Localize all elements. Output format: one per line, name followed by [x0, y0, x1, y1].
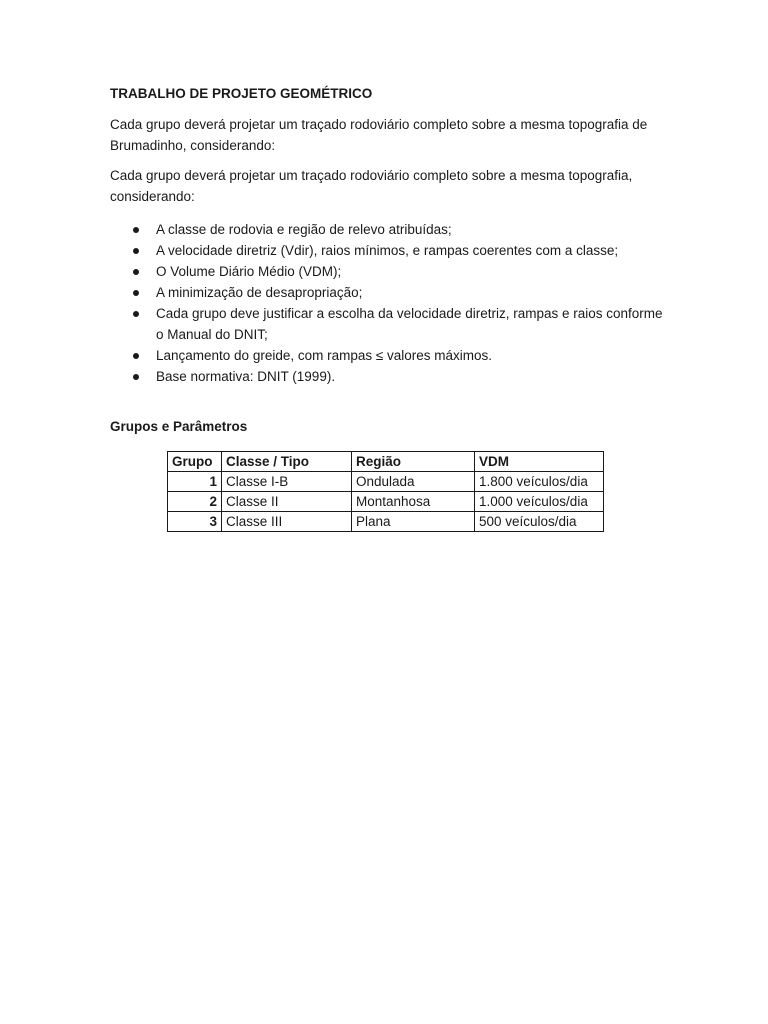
column-header-vdm: VDM	[475, 451, 604, 471]
cell-regiao: Ondulada	[352, 471, 475, 491]
bullet-icon	[133, 374, 139, 380]
list-item	[110, 282, 670, 303]
column-header-classe: Classe / Tipo	[222, 451, 352, 471]
list-item	[110, 219, 670, 240]
table-header-row	[168, 451, 604, 471]
document-page	[110, 84, 670, 532]
list-item	[110, 303, 670, 345]
bullet-icon	[133, 353, 139, 359]
column-header-grupo: Grupo	[168, 451, 222, 471]
cell-grupo: 1	[168, 471, 222, 491]
paragraph: Cada grupo deverá projetar um traçado rodoviário completo sobre a mesma topografia de Brumadinho, considerando:	[110, 117, 648, 153]
bullet-icon	[133, 227, 139, 233]
table-row	[168, 511, 604, 531]
bullet-icon	[133, 248, 139, 254]
cell-grupo: 2	[168, 491, 222, 511]
cell-grupo: 3	[168, 511, 222, 531]
cell-vdm: 1.000 veículos/dia	[475, 491, 604, 511]
cell-vdm: 500 veículos/dia	[475, 511, 604, 531]
table-row	[168, 491, 604, 511]
groups-table	[167, 451, 604, 532]
bullet-icon	[133, 269, 139, 275]
bullet-icon	[133, 290, 139, 296]
cell-classe: Classe II	[222, 491, 352, 511]
requirements-list	[110, 219, 670, 387]
cell-classe: Classe III	[222, 511, 352, 531]
list-item-text: Cada grupo deve justificar a escolha da velocidade diretriz, rampas e raios conforme o Manual do DNIT;	[156, 306, 663, 342]
bullet-icon	[133, 311, 139, 317]
list-item-text: A classe de rodovia e região de relevo atribuídas;	[156, 222, 452, 237]
list-item-text: A minimização de desapropriação;	[156, 285, 363, 300]
list-item	[110, 345, 670, 366]
list-item-text: A velocidade diretriz (Vdir), raios mínimos, e rampas coerentes com a classe;	[156, 243, 619, 258]
cell-classe: Classe I-B	[222, 471, 352, 491]
list-item-text: O Volume Diário Médio (VDM);	[156, 264, 342, 279]
list-item	[110, 366, 670, 387]
document-title: TRABALHO DE PROJETO GEOMÉTRICO	[110, 86, 373, 101]
list-item-text: Base normativa: DNIT (1999).	[156, 369, 336, 384]
section-title: Grupos e Parâmetros	[110, 419, 248, 434]
paragraph: Cada grupo deverá projetar um traçado rodoviário completo sobre a mesma topografia, considerando:	[110, 168, 633, 204]
cell-regiao: Montanhosa	[352, 491, 475, 511]
table-row	[168, 471, 604, 491]
cell-vdm: 1.800 veículos/dia	[475, 471, 604, 491]
column-header-regiao: Região	[352, 451, 475, 471]
cell-regiao: Plana	[352, 511, 475, 531]
list-item-text: Lançamento do greide, com rampas ≤ valores máximos.	[156, 348, 493, 363]
list-item	[110, 240, 670, 261]
list-item	[110, 261, 670, 282]
